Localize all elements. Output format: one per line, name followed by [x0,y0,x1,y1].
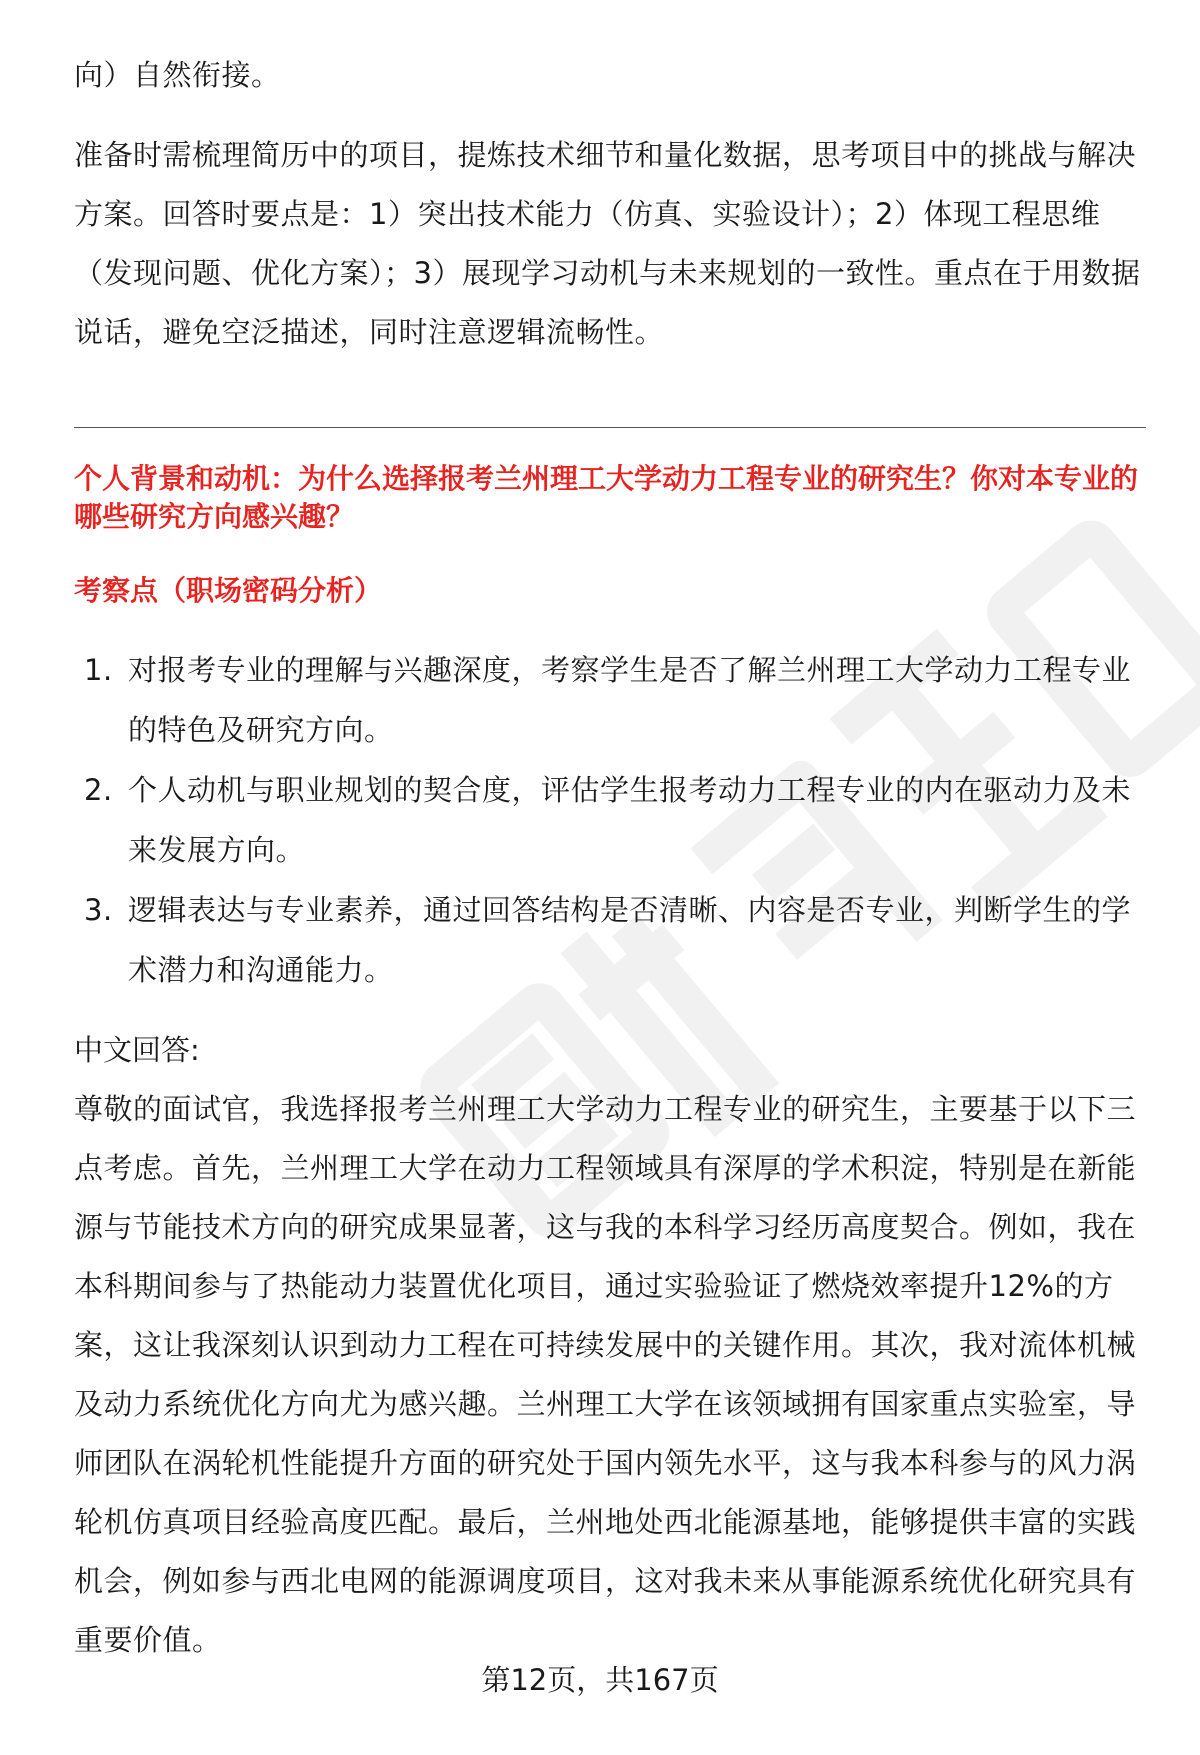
point-number: 3. [84,893,113,927]
intro-continuation: 向）自然衔接。 [74,58,281,92]
point-number: 1. [84,653,113,687]
assessment-point [74,760,1146,880]
point-text: 个人动机与职业规划的契合度，评估学生报考动力工程专业的内在驱动力及未来发展方向。 [128,773,1132,867]
assessment-subheading: 考察点（职场密码分析） [74,574,383,607]
assessment-point [74,880,1146,1000]
prep-paragraph: 准备时需梳理简历中的项目，提炼技术细节和量化数据，思考项目中的挑战与解决方案。回答时要点是：1）突出技术能力（仿真、实验设计）；2）体现工程思维（发现问题、优化方案）；3）展现学习动机与未来规划的一致性。重点在于用数据说话，避免空泛描述，同时注意逻辑流畅性。 [74,138,1141,349]
document-page [74,0,1146,1755]
answer-label: 中文回答: [74,1033,200,1067]
point-text: 逻辑表达与专业素养，通过回答结构是否清晰、内容是否专业，判断学生的学术潜力和沟通能力。 [128,893,1132,987]
assessment-points [74,640,1146,1000]
page-number: 第12页，共167页 [481,1663,719,1697]
point-text: 对报考专业的理解与兴趣深度，考察学生是否了解兰州理工大学动力工程专业的特色及研究方向。 [128,653,1132,747]
section-divider [74,427,1146,428]
assessment-point [74,640,1146,760]
answer-text: 尊敬的面试官，我选择报考兰州理工大学动力工程专业的研究生，主要基于以下三点考虑。首先，兰州理工大学在动力工程领域具有深厚的学术积淀，特别是在新能源与节能技术方向的研究成果显著，这与我的本科学习经历高度契合。例如，我在本科期间参与了热能动力装置优化项目，通过实验验证了燃烧效率提升12%的方案，这让我深刻认识到动力工程在可持续发展中的关键作用。其次，我对流体机械及动力系统优化方向尤为感兴趣。兰州理工大学在该领域拥有国家重点实验室，导师团队在涡轮机性能提升方面的研究处于国内领先水平，这与我本科参与的风力涡轮机仿真项目经验高度匹配。最后，兰州地处西北能源基地，能够提供丰富的实践机会，例如参与西北电网的能源调度项目，这对我未来从事能源系统优化研究具有重要价值。 [74,1092,1137,1657]
question-title: 个人背景和动机：为什么选择报考兰州理工大学动力工程专业的研究生？你对本专业的哪些研究方向感兴趣？ [74,462,1139,533]
point-number: 2. [84,773,113,807]
